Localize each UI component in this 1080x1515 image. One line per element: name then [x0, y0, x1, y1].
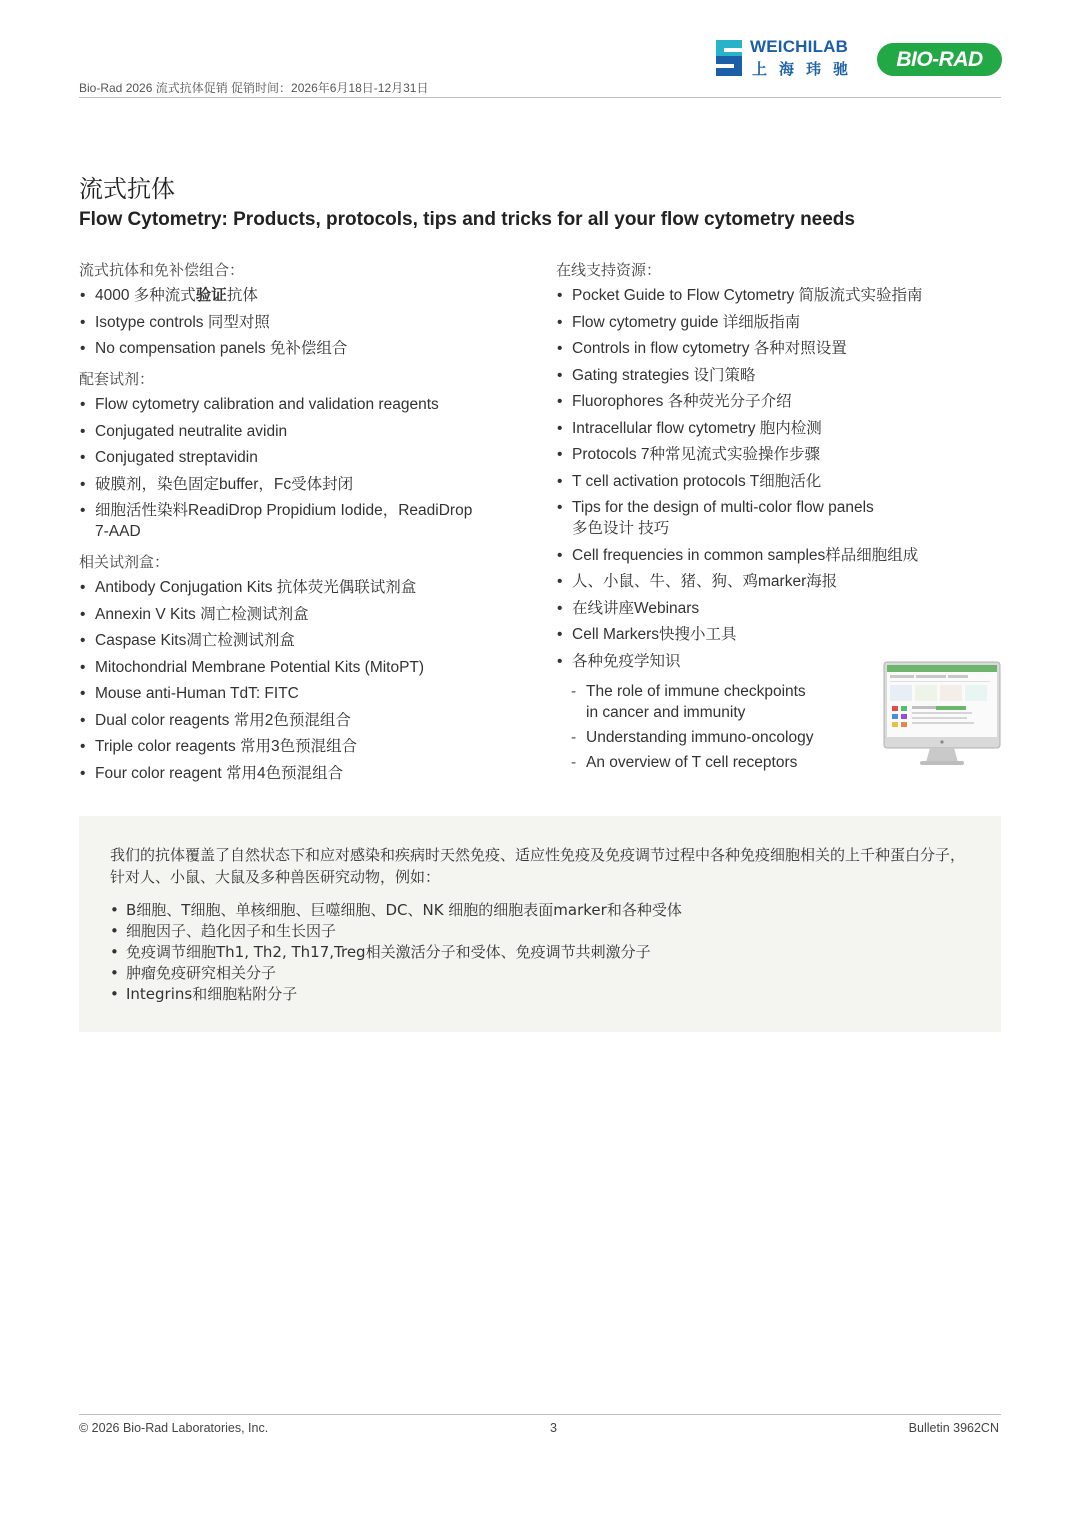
resource-link[interactable]: • Gating strategies 设门策略 — [556, 365, 1001, 386]
coverage-list — [110, 900, 969, 1005]
list-item: • 破膜剂，染色固定buffer，Fc受体封闭 — [79, 474, 509, 495]
monitor-illustration-icon — [882, 660, 1002, 768]
resource-link[interactable]: • Cell Markers快搜小工具 — [556, 624, 1001, 645]
antibody-coverage-box — [79, 816, 1001, 1032]
list-item: • 细胞活性染料ReadiDrop Propidium Iodide，ReadiDrop 7-AAD — [79, 500, 509, 542]
weichilab-name-en: WEICHILAB — [750, 37, 849, 56]
resource-link[interactable]: • T cell activation protocols T细胞活化 — [556, 471, 1001, 492]
list-item: • Mitochondrial Membrane Potential Kits (MitoPT) — [79, 657, 509, 678]
list-item: • Four color reagent 常用4色预混组合 — [79, 763, 509, 784]
resource-link[interactable]: • 人、小鼠、牛、猪、狗、鸡marker海报 — [556, 571, 1001, 592]
kits-list — [79, 577, 509, 784]
list-item: • 肿瘤免疫研究相关分子 — [110, 963, 969, 984]
list-item: • 免疫调节细胞Th1, Th2, Th17,Treg相关激活分子和受体、免疫调节共刺激分子 — [110, 942, 969, 963]
weichilab-logo — [712, 36, 860, 80]
list-item: • Mouse anti-Human TdT: FITC — [79, 683, 509, 704]
list-item: • Dual color reagents 常用2色预混组合 — [79, 710, 509, 731]
page-number: 3 — [550, 1421, 557, 1435]
reagents-list — [79, 394, 509, 542]
list-item: • 细胞因子、趋化因子和生长因子 — [110, 921, 969, 942]
list-item: • Caspase Kits凋亡检测试剂盒 — [79, 630, 509, 651]
page-subtitle: Flow Cytometry: Products, protocols, tips and tricks for all your flow cytometry needs — [79, 209, 855, 230]
resource-link[interactable]: • Flow cytometry guide 详细版指南 — [556, 312, 1001, 333]
list-item: • B细胞、T细胞、单核细胞、巨噬细胞、DC、NK 细胞的细胞表面marker和各种受体 — [110, 900, 969, 921]
resource-link[interactable]: • Protocols 7种常见流式实验操作步骤 — [556, 444, 1001, 465]
list-item: • Conjugated streptavidin — [79, 447, 509, 468]
bulletin-number: Bulletin 3962CN — [908, 1421, 999, 1435]
coverage-paragraph: 我们的抗体覆盖了自然状态下和应对感染和疾病时天然免疫、适应性免疫及免疫调节过程中各种免疫细胞相关的上千种蛋白分子，针对人、小鼠、大鼠及多种兽医研究动物，例如： — [110, 846, 966, 886]
list-item: • Flow cytometry calibration and validation reagents — [79, 394, 509, 415]
header-text: Bio-Rad 2026 流式抗体促销 促销时间：2026年6月18日-12月31日 — [79, 81, 429, 95]
weichilab-name-cn: 上海玮驰 — [752, 61, 861, 78]
list-item: • No compensation panels 免补偿组合 — [79, 338, 509, 359]
list-item: • Isotype controls 同型对照 — [79, 312, 509, 333]
list-item: • Triple color reagents 常用3色预混组合 — [79, 736, 509, 757]
header-divider — [79, 97, 1001, 98]
list-item: • Integrins和细胞粘附分子 — [110, 984, 969, 1005]
section-heading-kits: 相关试剂盒： — [79, 553, 170, 571]
resource-link[interactable]: • 在线讲座Webinars — [556, 598, 1001, 619]
footer-copyright: © 2026 Bio-Rad Laboratories, Inc. — [79, 1421, 269, 1435]
section-heading-antibodies: 流式抗体和免补偿组合： — [79, 261, 245, 279]
list-item: • Antibody Conjugation Kits 抗体荧光偶联试剂盒 — [79, 577, 509, 598]
topic-link[interactable]: - The role of immune checkpoints in cancer and immunity — [571, 681, 1001, 723]
topic-link[interactable]: - Understanding immuno-oncology — [571, 727, 1001, 748]
biorad-logo: BIO-RAD — [877, 43, 1002, 76]
list-item: • 4000 多种流式验证抗体 — [79, 285, 509, 306]
section-heading-reagents: 配套试剂： — [79, 370, 155, 388]
online-resources-list — [556, 285, 1001, 672]
resource-link[interactable]: • Intracellular flow cytometry 胞内检测 — [556, 418, 1001, 439]
page-title: 流式抗体 — [79, 175, 175, 203]
list-item: • Annexin V Kits 凋亡检测试剂盒 — [79, 604, 509, 625]
antibodies-list — [79, 285, 509, 359]
resource-link[interactable]: • Pocket Guide to Flow Cytometry 简版流式实验指南 — [556, 285, 1001, 306]
left-column — [79, 259, 509, 793]
section-heading-online-resources: 在线支持资源： — [556, 261, 662, 279]
footer-divider — [79, 1414, 1001, 1415]
resource-link[interactable]: • Cell frequencies in common samples样品细胞组成 — [556, 545, 1001, 566]
topic-link[interactable]: - An overview of T cell receptors — [571, 752, 1001, 773]
resource-link[interactable]: • Controls in flow cytometry 各种对照设置 — [556, 338, 1001, 359]
resource-link[interactable]: • Fluorophores 各种荧光分子介绍 — [556, 391, 1001, 412]
weichilab-mark-icon — [712, 36, 746, 80]
resource-link[interactable]: • Tips for the design of multi-color flow panels 多色设计 技巧 — [556, 497, 1001, 539]
resource-link[interactable]: • 各种免疫学知识 — [556, 651, 1001, 672]
list-item: • Conjugated neutralite avidin — [79, 421, 509, 442]
